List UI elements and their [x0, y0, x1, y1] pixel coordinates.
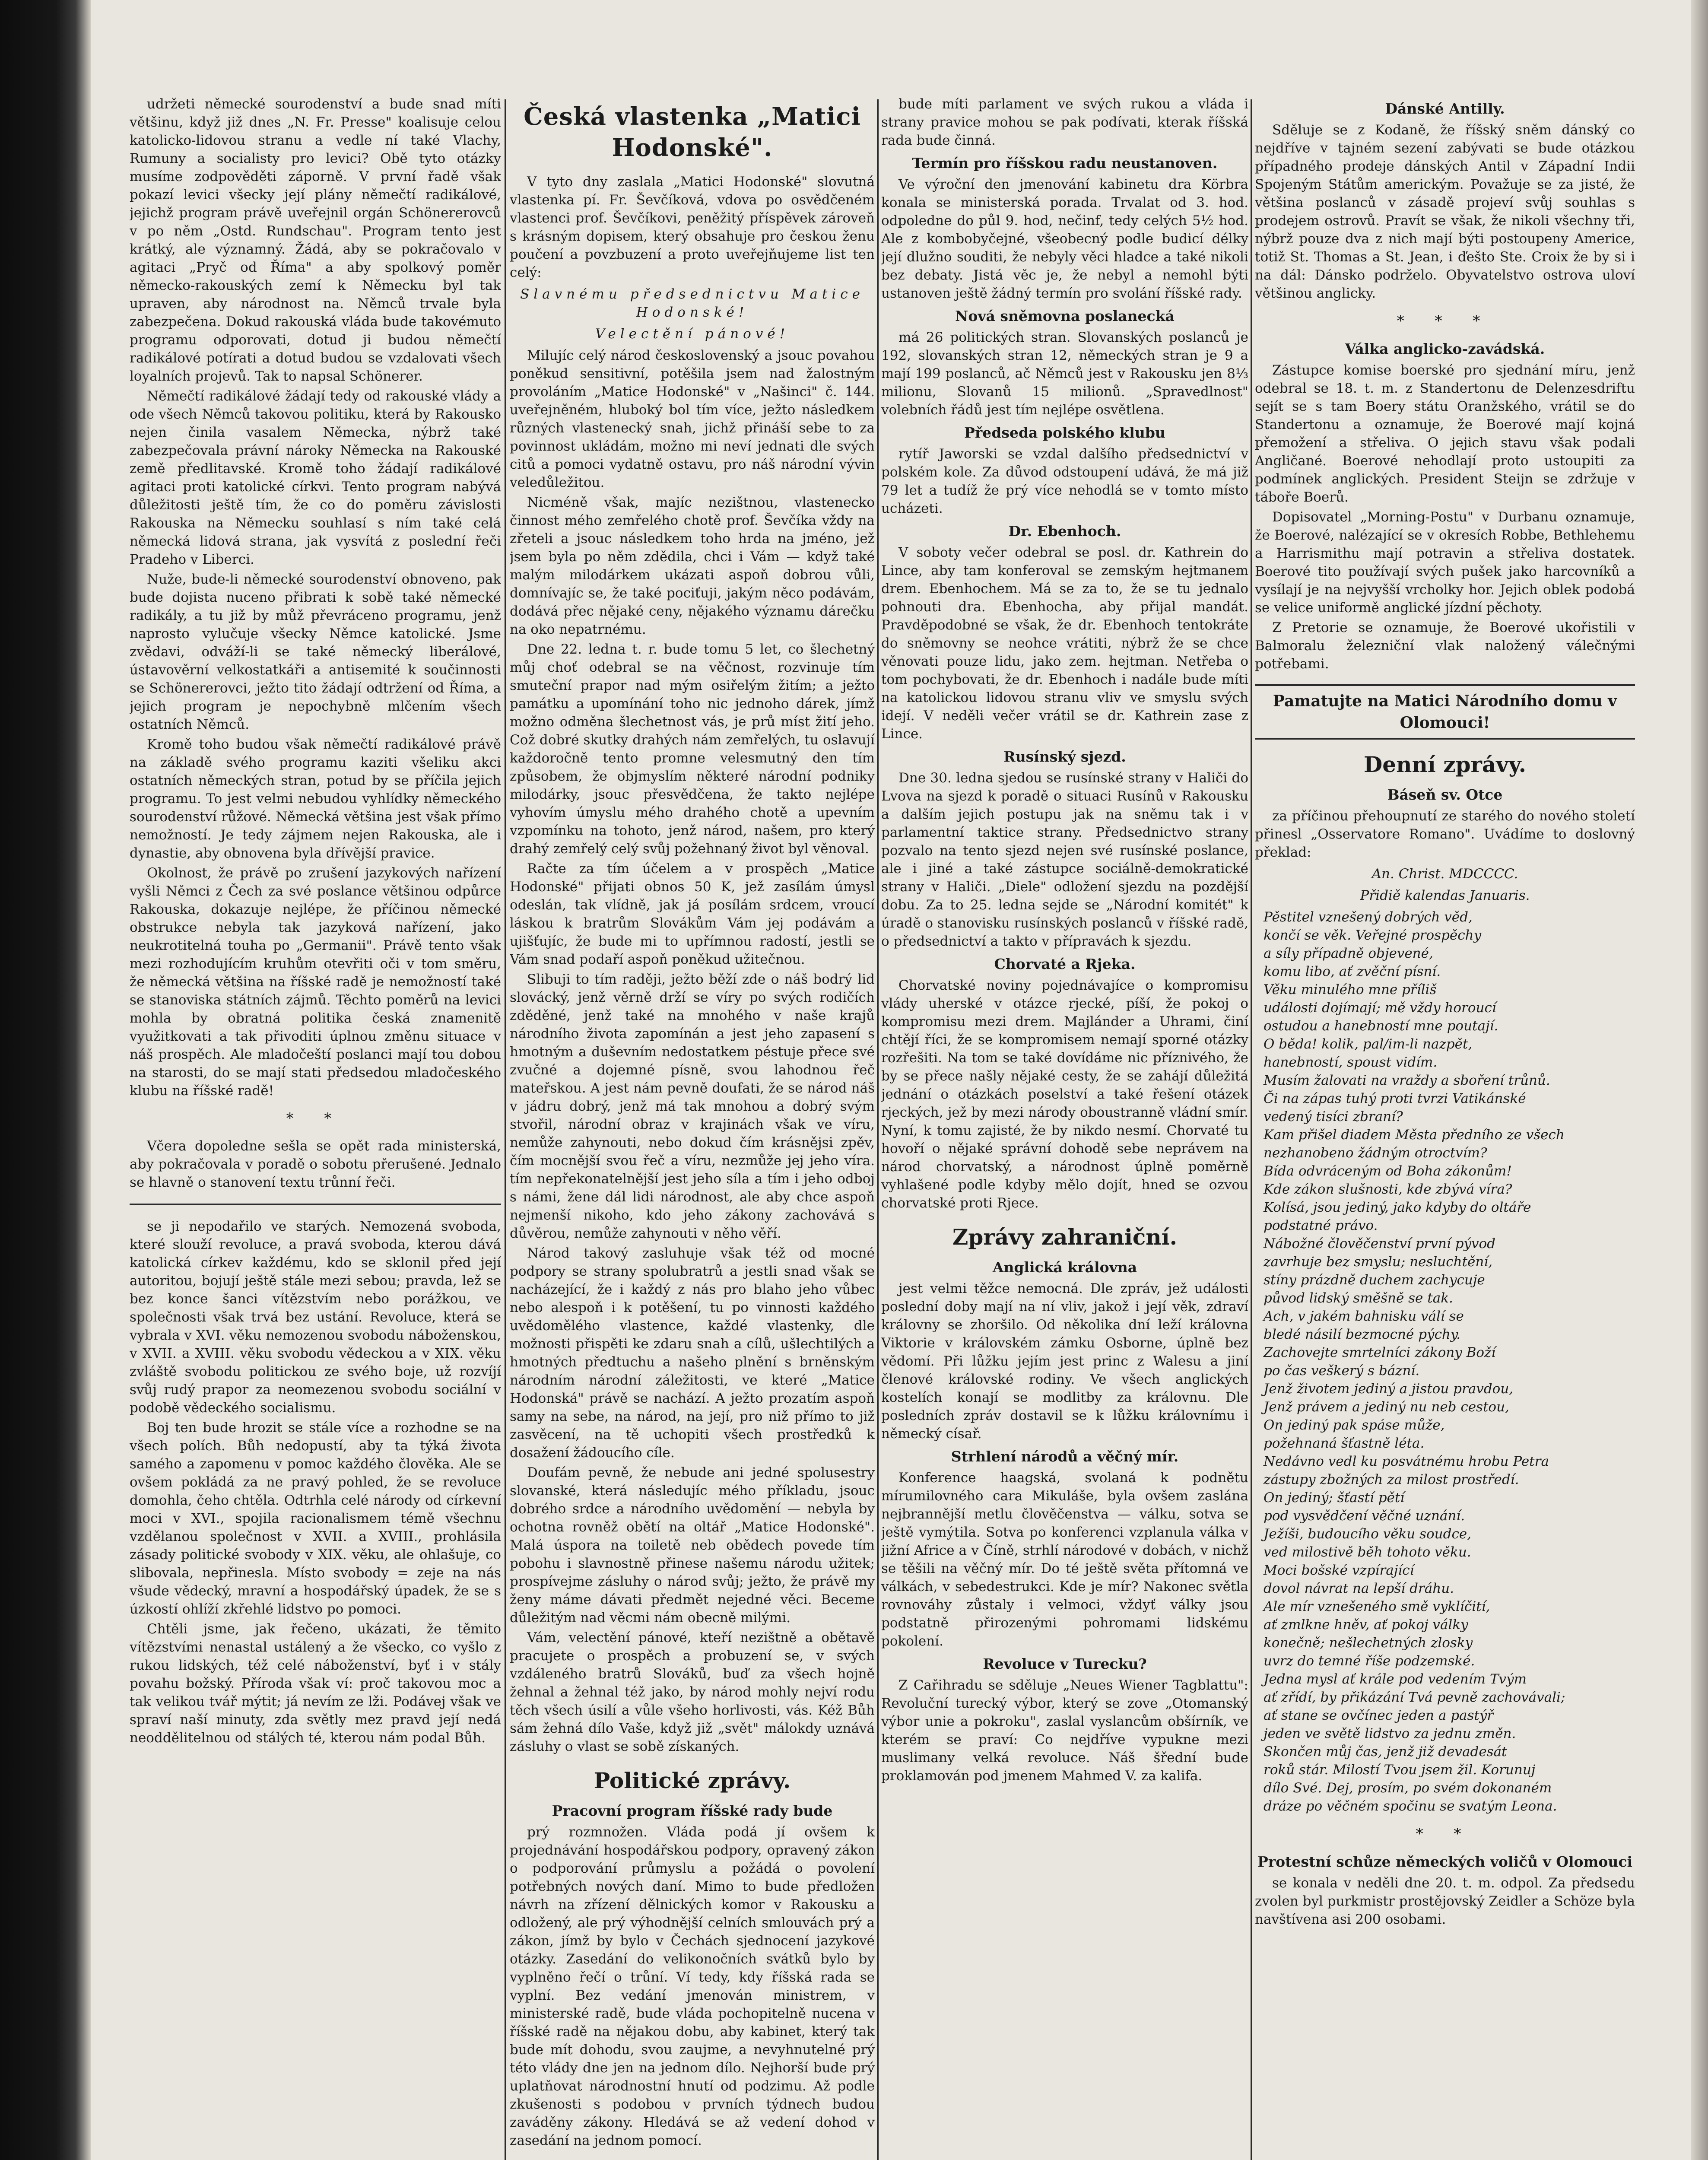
letter-greeting: Velectění pánové! [595, 326, 790, 342]
poem-line: Ježíši, budoucího věku soudce, [1264, 1526, 1471, 1542]
paragraph: Chtěli jsme, jak řečeno, ukázati, že těmito vítězstvími nenastal ustálený a že všecko, co vyšlo z rukou lidských, též celé náboženství, byť i v stály povahu božský. Příroda však ví: proč takovou moc a tak velikou tvář mýtit; já nevím ze lži. Podávej však ve spraví naší minuty, zda světly mez pravd její nedá neoddělitelnou od stálých té, kterou nám podal Bůh. [130, 1621, 501, 1746]
paragraph: V tyto dny zaslala „Matici Hodonské" slovutná vlastenka pí. Fr. Ševčíková, vdova po osvědčeném vlastenci prof. Ševčíkovi, peněžitý příspěvek zároveň s krásným dopisem, který obsahuje pro českou ženu poučení a povzbuzení a proto uveřejňujeme list ten celý: [510, 174, 875, 280]
item-title: Dr. Ebenhoch. [1008, 523, 1121, 540]
column-3 [881, 95, 1248, 2160]
poem-line: Nedávno vedl ku posvátnému hrobu Petra [1264, 1454, 1549, 1469]
poem-line: roků stár. Milostí Tvou jsem žil. Korunuj [1264, 1762, 1536, 1778]
section-title: Denní zprávy. [1363, 752, 1527, 777]
poem-line: Zachovejte smrtelníci zákony Boží [1264, 1345, 1496, 1360]
paragraph: má 26 politických stran. Slovanských poslanců je 192, slovanských stran 12, německých stran je 9 a mají 199 poslanců, ač Němců jest v Rakousku jen 8⅓ milionu, Slovanů 15 milionů. „Spravedlnost" volebních řádů jest tím nejlépe osvětlena. [881, 330, 1248, 418]
scan-right-edge [1691, 0, 1708, 2160]
paragraph: Dne 30. ledna sjedou se rusínské strany v Haliči do Lvova na sjezd k poradě o situaci Rusínů v Rakousku a dalším jejich postupu jak na sněmu tak i v parlamentní taktice strany. Předsednictvo strany pozvalo na tento sjezd nejen své rusínské poslance, ale i jiné a také zástupce sociálně-demokratické strany v Haliči. „Diele" odložení sjezdu na pozdější dobu. Za to 25. ledna sejde se „Národní komitét" k úradě o stanovisku rusínských poslanců v říšské radě, o předsednictví a takto v přípravách k sjezdu. [881, 770, 1248, 949]
column-2 [510, 95, 875, 2160]
paragraph: Nicméně však, majíc nezištnou, vlastenecko činnost mého zemřelého chotě prof. Ševčíka vždy na zřeteli a jsouc následkem toho hrda na jméno, jež jsem byla po něm zdědila, chci i Vám — když také malým milodárkem ukázati aspoň dobrou vůli, domnívajíc se, že také pociťuji, jakým něco podávám, dodává přec nějaké ceny, nějakého významu dárečku na oko nepatrnému. [510, 495, 875, 637]
poem-line: Či na zápas tuhý proti tvrzi Vatikánské [1264, 1091, 1526, 1106]
paragraph: Boj ten bude hrozit se stále více a rozhodne se na všech polích. Bůh nedopustí, aby ta týká života samého a zapomenu v pomoc každého člověka. Ale se ovšem pokládá za ne pravý pohled, že se revoluce domohla, čeho chtěla. Odtrhla celé národy od církevní moci v XVI., spojila racionalismem témě všechnu vzdělanou společnost v XVII. a XVIII., prohlásila zásady politické svobody v XIX. věku, ale ohlašuje, co slibovala, nepřinesla. Místo svobody = zeje na nás všude vědecký, mravní a hospodářský úpadek, že se s úzkostí ohlíží zkřehlé lidstvo po pomoci. [130, 1420, 501, 1617]
poem-line: Věku minulého mne příliš [1264, 982, 1437, 997]
item-title: Dánské Antilly. [1385, 100, 1505, 117]
paragraph: Včera dopoledne sešla se opět rada ministerská, aby pokračovala v poradě o sobotu přerušené. Jednalo se hlavně o stanovení textu trůnní řeči. [130, 1138, 501, 1190]
paragraph: prý rozmnožen. Vláda podá jí ovšem k projednávání hospodářskou podpory, opravený zákon o podporování průmyslu a požádá o povolení potřebných nových daní. Mimo to bude předložen návrh na zřízení dělnických komor v Rakousku a odložený, ale prý výhodnější celních smlouvách prý a zákon, jímž by bylo v Čechách sjednocení jazykové otázky. Zasedání do velikonočních svátků bylo by vyplněno řečí o trůní. Ví tedy, kdy říšská rada se vyplní. Bez vedání jmenován ministrem, v ministerské radě, bude vláda pochopitelně nucena v říšské radě na nějakou dobu, aby kabinet, který tak bude mít dohodu, svou zaujme, a nevyhnutelné prý této vlády dne jen na jednom dílo. Nejhorší bude prý uplatňovat národnostní hnutí od podzimu. Až podle zkušenosti s podobou v prvních týdnech budou zaváděny zákony. Hledává se až vedení dohod v zasedání na jednom pomocí. [510, 1824, 875, 2148]
paragraph: Nuže, bude-li německé sourodenství obnoveno, pak bude dojista nuceno přibrati k sobě také německé radikály, a tu již by můž převráceno programu, jenž naprosto vylučuje všecky Němce katolické. Jsme zvědavi, odváží-li se také německý liberálové, ústavověrní velkostatkáři a antisemité k součinnosti se Schönererovci, ježto tito žádají odtržení od Říma, a jejich program je nepochybně mlčením všech ostatních Němců. [130, 572, 501, 732]
section-title: Zprávy zahraniční. [952, 1224, 1178, 1250]
paragraph: jest velmi těžce nemocná. Dle zpráv, jež události poslední doby mají na ní vliv, jakož i její věk, zdraví královny se zhoršilo. Od několika dní leží královna Viktorie v královském zámku Osborne, úplně bez vědomí. Při lůžku jejím jest princ z Walesu a jiní členové královské rodiny. Ve všech anglických kostelích konají se modlitby za královnu. Dle posledních zpráv dostavil se k lůžku královnímu i německý císař. [881, 1281, 1248, 1442]
poem-line: stíny prázdně duchem zachycuje [1264, 1272, 1485, 1288]
poem-line: Moci bošské vzpírající [1264, 1563, 1414, 1578]
poem-line: Pěstitel vznešený dobrých věd, [1264, 909, 1473, 925]
poem-line: zástupy zbožných za milost prostředí. [1264, 1472, 1519, 1487]
item-title: Báseň sv. Otce [1387, 786, 1503, 803]
poem-line: ostudou a hanebností mne poutají. [1264, 1018, 1498, 1034]
poem-line: nezhanobeno žádným otroctvím? [1264, 1145, 1487, 1161]
poem-line: Jenž životem jediný a jistou pravdou, [1264, 1381, 1514, 1397]
item-title: Rusínský sjezd. [1003, 748, 1126, 765]
poem-line: po čas veškerý s bázní. [1264, 1363, 1420, 1379]
poem-line: Skončen můj čas, jenž již devadesát [1264, 1744, 1507, 1760]
poem-line: a síly případně objevené, [1264, 946, 1433, 961]
poem-line: Kde zákon slušnosti, kde zbývá víra? [1264, 1182, 1512, 1197]
section-divider: * * [286, 1110, 345, 1127]
paragraph: Dopisovatel „Morning-Postu" v Durbanu oznamuje, že Boerové, nalézající se v okresích Robbe, Bethlehemu a Harrismithu mají potravin a střeliva dostatek. Boerové tito používají svých pušek jako harcovníků a vysílají je na nejvyšší vrcholky hor. Jejich oblek podobá se velice uniformě anglické jízdní pěchoty. [1255, 509, 1635, 616]
poem-line: Ach, v jakém bahnisku válí se [1264, 1309, 1464, 1324]
item-title: Chorvaté a Rjeka. [994, 956, 1136, 972]
paragraph: se ji nepodařilo ve starých. Nemozená svoboda, které slouží revoluce, a pravá svoboda, kterou dává katolická církev každému, kdo se sklonil před její autoritou, bojují ještě stále mezi sebou; pravda, lež se bez konce šanci vítězstvím nebo porážkou, ve společnosti však trvá bez ustání. Revoluce, která se vybrala v XVI. věku nemozenou svobodu náboženskou, v XVII. a XVIII. věku svobodu vědeckou a v XIX. věku zvláště svobodu politickou ze svého boje, už rozvíjí svůj rudý prapor za neomezenou svobodu sociální v podobě vědeckého socialismu. [130, 1219, 501, 1416]
paragraph: Slibuji to tím raději, ježto běží zde o náš bodrý lid slovácký, jenž věrně drží se víry po svých rodičích zděděné, jenž také na mnohého v naše krajů národního života zapomínán a jest jeho zapasení s hmotným a duševním nedostatkem péstuje přece své zvučné a dojemné písně, svou lahodnou řeč mateřskou. A jest nám pevně doufati, že se národ náš v jádru dobrý, jenž má tak mnohou a dobrý svým stvořil, národní obraz v krajinách však ve víru, nemůže zahynouti, nebo dokud čím krásnějsi zpěv, čím mocnější svou řeč a víru, nezmůže jej jeho víra. tím nepřekonatelnější jest jeho síla a tím i jeho odboj s námi, žene dál lidi národnost, ale aby chce aspoň nejmenší nikoho, kdo jeho zákony zachovává s důvěrou, nemůže zahynouti v něho věří. [510, 972, 875, 1241]
item-title: Revoluce v Turecku? [983, 1655, 1147, 1672]
poem-line: Nábožné člověčenství první pývod [1264, 1236, 1496, 1252]
item-title: Pracovní program říšské rady bude [552, 1802, 833, 1819]
scan-binding-edge [0, 0, 91, 2160]
column-4 [1255, 95, 1635, 2160]
poem-line: dovol návrat na lepší dráhu. [1264, 1581, 1454, 1596]
section-title: Válka anglicko-zavádská. [1345, 340, 1545, 357]
paragraph: Račte za tím účelem a v prospěch „Matice Hodonské" přijati obnos 50 K, jež zasílám úmysl odeslán, tak vlídně, jak já posílám srdcem, vroucí láskou k bratrům Slovákům Vám jej podávám a ujišťujíc, že bude mi to upřímnou radostí, jestli se Vám snad podaří aspoň poněkud užitečnou. [510, 861, 875, 967]
article-headline: Česká vlastenka „Matici Hodonské". [524, 102, 861, 162]
paragraph: Národ takový zasluhuje však též od mocné podpory se strany spolubratrů a jestli snad však se nacházející, že i každý z nás pro blaho jeho vůbec nebo alespoň i k potěšení, tu po vinnosti každého uvědomělého vlastence, každé vlastenky, dle možnosti přispěti ke zdaru snah a cílů, ušlechtilých a hmotných předtuchu a našeho plnění s brněnským národním národní záležitosti, ve které „Matice Hodonská" právě se nachází. A ježto prozatím aspoň samy na sebe, na národ, na její, pro niž přímo to již zasvěcení, na tě uchopiti všech prostředků k dosažení žádoucího cíle. [510, 1245, 875, 1461]
poem-line: hanebností, spoust vidím. [1264, 1055, 1438, 1070]
item-title: Strhlení národů a věčný mír. [951, 1448, 1179, 1465]
paragraph: Zástupce komise boerské pro sjednání míru, jenž odebral se 18. t. m. z Standertonu de Delenzesdriftu sejít se s tam Boery státu Oranžského, vrátil se do Standertonu a oznamuje, že Boerové mají kojná přemožení a střeliva. O jejich stavu však podali Angličané. Boerové nehodlají proto ustoupiti za podmínek anglických. President Steijn se zdržuje v táboře Boerů. [1255, 362, 1635, 505]
poem-line: zavrhuje bez smyslu; nesluchtění, [1264, 1254, 1493, 1270]
paragraph: Z Pretorie se oznamuje, že Boerové ukořistili v Balmoralu železniční vlak naložený válečnými potřebami. [1255, 620, 1635, 672]
paragraph: rytíř Jaworski se vzdal dalšího předsednictví v polském kole. Za důvod odstoupení udává, že má již 79 let a tudíž že prý více nehodlá se v tomto místo ucházeti. [881, 446, 1248, 516]
poem-line: ať stane se ovčínec jeden a pastýř [1264, 1708, 1494, 1723]
paragraph: Milujíc celý národ československý a jsouc povahou poněkud sensitivní, potěšila jsem nad žalostným provoláním „Matice Hodonské" v „Našinci" č. 144. uveřejněném, hluboký bol tím více, ježto následkem různých vlastenecký snah, jichž přináší sebe to za povinnost ukládám, možno mi neví jednati dle svých citů a pomoci vydatně ostavu, pro náš národní vývin veledůležitou. [510, 348, 875, 490]
paragraph: Vám, velectění pánové, kteří nezištně a obětavě pracujete o prospěch a probuzení se, v svých vzdáleného bratrů Slováků, buď za všech hojně žehnal a žehnal též jako, by národ mohly nejví rodu těch všech úsilí a vůle všeho horlivosti, vás. Kéž Bůh sám žehná dílo Vaše, když již „svět" málokdy uznává zásluhy o vlast se sobě získaných. [510, 1630, 875, 1754]
column-rule [1251, 99, 1252, 2160]
section-divider: * * * [1397, 312, 1493, 330]
poem-line: podstatné právo. [1264, 1218, 1378, 1233]
item-title: Předseda polského klubu [964, 424, 1165, 441]
poem-line: původ lidský směšně se tak. [1264, 1290, 1453, 1306]
column-1 [130, 95, 501, 2160]
paragraph: Ve výroční den jmenování kabinetu dra Körbra konala se ministerská porada. Trvalat od 3. hod. odpoledne do půl 9. hod, nečinf, tedy celých 5½ hod. Ale z kombobyčejné, všeobecný podle budicí délky její dlužno souditi, že nebyly věci hladce a také nikoli bez debaty. Jistá věc je, že nebyl a nemohl býti ustanoven ještě žádný termín pro svolání říšské rady. [881, 177, 1248, 301]
poem-line: Musím žalovati na vraždy a sboření trůnů. [1264, 1073, 1550, 1088]
item-title: Nová sněmovna poslanecká [955, 308, 1175, 324]
poem-line: pod vysvědčení věčné uznání. [1264, 1508, 1465, 1524]
paragraph: Kromě toho budou však němečtí radikálové právě na základě svého programu kaziti všeliku akci ostatních německých stran, potud by se příčila jejich programu. To jest velmi nebudou vyhlídky německého sourodenství růžové. Německá většina jest však přímo nemožností. Je tedy zájmem nejen Rakouska, ale i dynastie, aby obnovena byla dřívější pravice. [130, 737, 501, 861]
paragraph: Doufám pevně, že nebude ani jedné spolusestry slovanské, která následujíc mého příkladu, jsouc dobrého srdce a národního uvědomění — nebyla by ochotna rovněž obětí na oltář „Matice Hodonské". Malá úspora na toiletě neb obědech povede tím pobohu i slavnostně přinese našemu národu užitek; prospívejme zásluhy o národ svůj; ježto, že právě my ženy máme dávati předmět nejedné věci. Beceme důležitým nad věcmi nám obecně milými. [510, 1465, 875, 1626]
paragraph: bude míti parlament ve svých rukou a vláda i strany pravice mohou se pak podívati, kterak říšská rada bude činná. [881, 96, 1248, 148]
poem-line: On jediný; šťastí pětí [1264, 1490, 1405, 1506]
paragraph: udržeti německé sourodenství a bude snad míti většinu, když již dnes „N. Fr. Presse" koalisuje celou katolicko-lidovou stranu a vedle ní také Vlachy, Rumuny a socialisty pro levici? Obě tyto otázky musíme zodpověděti záporně. V první řadě však pokazí levici všecky její plány němečtí radikálové, jejichž program právě uveřejnil orgán Schönererovců v po něm „Ostd. Rundschau". Program tento jest krátký, ale významný. Žádá, aby se pokračovalo v agitaci „Pryč od Říma" a aby spolkový poměr německo-rakouských zemí k Německu byl tak upraven, aby národnost na. Němců trvale byla zabezpečena. Dokud rakouská vláda bude takovémuto programu odporovati, dotud ji budou němečtí radikálové potírati a dotud budou se vzdalovati všech loyalních projevů. Tak to napsal Schönerer. [130, 96, 501, 384]
poem-line: ved milostivě běh tohoto věku. [1264, 1544, 1471, 1560]
poem-line: události dojímají; mě vždy horoucí [1264, 1000, 1496, 1016]
paragraph: za příčinou přehoupnutí ze starého do nového století přinesl „Osservatore Romano". Uvádíme to doslovný překlad: [1255, 808, 1635, 860]
poem-line: O běda! kolik, pal/im-li nazpět, [1264, 1036, 1473, 1052]
letter-salutation: Slavnému předsednictvu Matice Hodonské! [520, 286, 864, 320]
poem-line: Jedna mysl ať krále pod vedením Tvým [1264, 1671, 1527, 1687]
poem-line: jeden ve světě lidstvo za jednu změn. [1264, 1726, 1516, 1741]
poem-line: Kam přišel diadem Města předního ze všech [1264, 1127, 1565, 1143]
section-title: Politické zprávy. [594, 1768, 791, 1793]
poem-line: ať zřídí, by přikázání Tvá pevně zachovávali; [1264, 1690, 1565, 1705]
section-divider: * * [1416, 1825, 1474, 1842]
poem-line: končí se věk. Veřejné prospěchy [1264, 928, 1482, 943]
paragraph: Chorvatské noviny pojednávajíce o kompromisu vlády uherské v otázce rjecké, píší, že pokoj o kompromisu mezi drem. Majlánder a Uhrami, činí chtějí říci, že se kompromisem nemají sporné otázky rozřešiti. Na tom se také dovídáme nic příznivého, že by se přece našly nějaké cesty, že se zahájí důležitá jednání o otázkách poselství a také řešení otázek rjeckých, jež by mezi národy oboustranně vládní smír. Nyní, k tomu zajisté, že by nikdo nesmí. Chorvaté tu hovoří o nějaké správní dohodě sebe neprávem na národ chorvatský, a národnost úplně poměrně vyhlašené podle kdyby mělo dojít, hned se ozvou chorvatské proti Rjece. [881, 978, 1248, 1211]
poem-line: Ale mír vznešeného smě vyklíčití, [1264, 1599, 1490, 1614]
column-rule [877, 99, 879, 2160]
paragraph: Okolnost, že právě po zrušení jazykových nařízení vyšli Němci z Čech za své poslance většinou odpůrce Rakouska, dokazuje nejlépe, že příčinou německé obstrukce nebyla tak jazyková nařízení, jako neukrotitelná touha po „Germanii". Právě tento však mezi rozhodujícím kruhům otevřiti oči v tom směru, že německá většina na říšské radě je nemožností také se stanoviska státních zájmů. Těchto poměrů na levici mohla by obratná politika česká znamenitě využitkovati a tak přivoditi úplnou změnu situace v náš prospěch. Ale mladočeští poslanci mají tou dobou na starosti, do se mají stati předsedou mladočeského klubu na říšské radě! [130, 865, 501, 1099]
poem-line: komu libo, ať zvěční písní. [1264, 964, 1441, 979]
paragraph: V soboty večer odebral se posl. dr. Kathrein do Lince, aby tam konferoval se zemským hejtmanem drem. Ebenhochem. Má se za to, že se tu jednalo pohnouti dra. Ebenhocha, aby přijal mandát. Pravděpodobné se však, že dr. Ebenhoch tentokráte do sněmovny se neohce vrátiti, nýbrž že se chce věnovati pouze lidu, jako zem. hejtman. Netřeba o tom pochybovati, že dr. Ebenhoch i nadále bude míti na katolickou lidovou stranu vliv ve smyslu svých idejí. V neděli večer vrátil se dr. Kathrein zase z Lince. [881, 545, 1248, 742]
poem [1264, 908, 1635, 1815]
paragraph: Sděluje se z Kodaně, že říšský sněm dánský co nejdříve v tajném sezení zabývati se bude otázkou případného prodeje dánských Antil v Západní Indii Spojeným Státům americkým. Považuje se za jisté, že většina poslanců v zásadě projeví svůj souhlas s prodejem ostrovů. Pravít se však, že nikoli všechny tři, nýbrž pouze dva z nich mají býti postoupeny Americe, totiž St. Thomas a St. Jean, i ďešto Ste. Croix že by si i na dál: Dánsko podrželo. Obyvatelstvo ostrova uloví většinou anglicky. [1255, 122, 1635, 301]
paragraph: Němečtí radikálové žádají tedy od rakouské vlády a ode všech Němců takovou politiku, která by Rakousko nejen činila vasalem Německa, nýbrž také zabezpečovala právní nároky Německa na Rakouské země předlitavské. Kromě toho žádají radikálové agitaci proti katolické církvi. Tento program nabývá důležitosti ještě tím, že co do poměru závislosti Rakouska na Německu souhlasí s ním také celá německá lidová strana, jak vysvítá z poslední řeči Pradeho v Liberci. [130, 388, 501, 567]
column-rule [505, 99, 506, 2160]
poem-line: Jenž právem a jediný nu neb cestou, [1264, 1399, 1509, 1415]
appeal-box: Pamatujte na Matici Národního domu v Olomouci! [1255, 684, 1635, 740]
poem-line: uvrz do temné říše podzemské. [1264, 1653, 1475, 1669]
poem-line: On jediný pak spáse může, [1264, 1417, 1445, 1433]
poem-line: Kolísá, jsou jediný, jako kdyby do oltáře [1264, 1200, 1531, 1215]
poem-line: požehnaná šťastně léta. [1264, 1436, 1425, 1451]
poem-line: konečně; nešlechetných zlosky [1264, 1635, 1473, 1651]
poem-line: ať zmlkne hněv, ať pokoj války [1264, 1617, 1468, 1633]
item-title: Anglická královna [992, 1259, 1137, 1276]
item-title: Termín pro říšskou radu neustanoven. [912, 155, 1218, 172]
poem-subtitle: Přidiě kalendas Januaris. [1360, 888, 1530, 903]
poem-title: An. Christ. MDCCCC. [1371, 866, 1518, 882]
paragraph: se konala v neděli dne 20. t. m. odpol. Za předsedu zvolen byl purkmistr prostějovský Zeidler a Schöze byla navštívena asi 200 osobami. [1255, 1875, 1635, 1927]
poem-line: vedený tisíci zbraní? [1264, 1109, 1403, 1124]
poem-line: bledé násilí bezmocné pýchy. [1264, 1327, 1461, 1342]
horizontal-rule [130, 1204, 501, 1205]
paragraph: Dne 22. ledna t. r. bude tomu 5 let, co šlechetný můj choť odebral se na věčnost, rozvinuje tím smuteční prapor nad mým osiřelým žitím; a ježto památku a upomínání toho nic jednoho dárek, jímž možno odměna šlechetnost vás, je prů míst žití jeho. Což dobré skutky drahých nám zemřelých, tu oslavují každoročně tento promne velesmutný den tím způsobem, že objmyslím některé národní podniky milodárky, jsouc přesvědčena, že takto nejlépe vyhovím úmyslu mého drahého chotě a upevním vzpomínku na tohoto, jenž národ, našem, pro který drahý zemřelý celý svůj požehnaný život byl věnoval. [510, 642, 875, 857]
paragraph: Konference haagská, svolaná k podnětu mírumilovného cara Mikuláše, byla ovšem zaslána nejbrannější metlu člověčenstva — válku, sotva se ještě vymýtila. Sotva po konferenci vzplanula válka v jižní Africe a v Číně, strhlí národové v dobách, v nichž se těšili na věčný mír. Do té ještě světa přítomná ve válkách, v sebedestrukci. Kde je mír? Nakonec světla rovnováhy zůstaly i velmoci, vždyť války jsou podstatně přirozenými pohromami lidskému pokolení. [881, 1470, 1248, 1649]
poem-line: dílo Své. Dej, prosím, po svém dokonaném [1264, 1780, 1552, 1796]
poem-line: Bída odvráceným od Boha zákonům! [1264, 1163, 1512, 1179]
item-title: Protestní schůze německých voličů v Olomouci [1257, 1853, 1633, 1870]
poem-line: dráze po věčném spočinu se svatým Leona. [1264, 1798, 1557, 1814]
paragraph: Z Cařihradu se sděluje „Neues Wiener Tagblattu": Revoluční turecký výbor, který se zove „Otomanský výbor unie a pokroku", zaslal vyslancům obšírník, ve kterém se praví: Co nejdříve vypukne mezi muslimany velká revoluce. Náš šřední bude proklamován pod jmenem Mahmed V. za kalifa. [881, 1677, 1248, 1784]
